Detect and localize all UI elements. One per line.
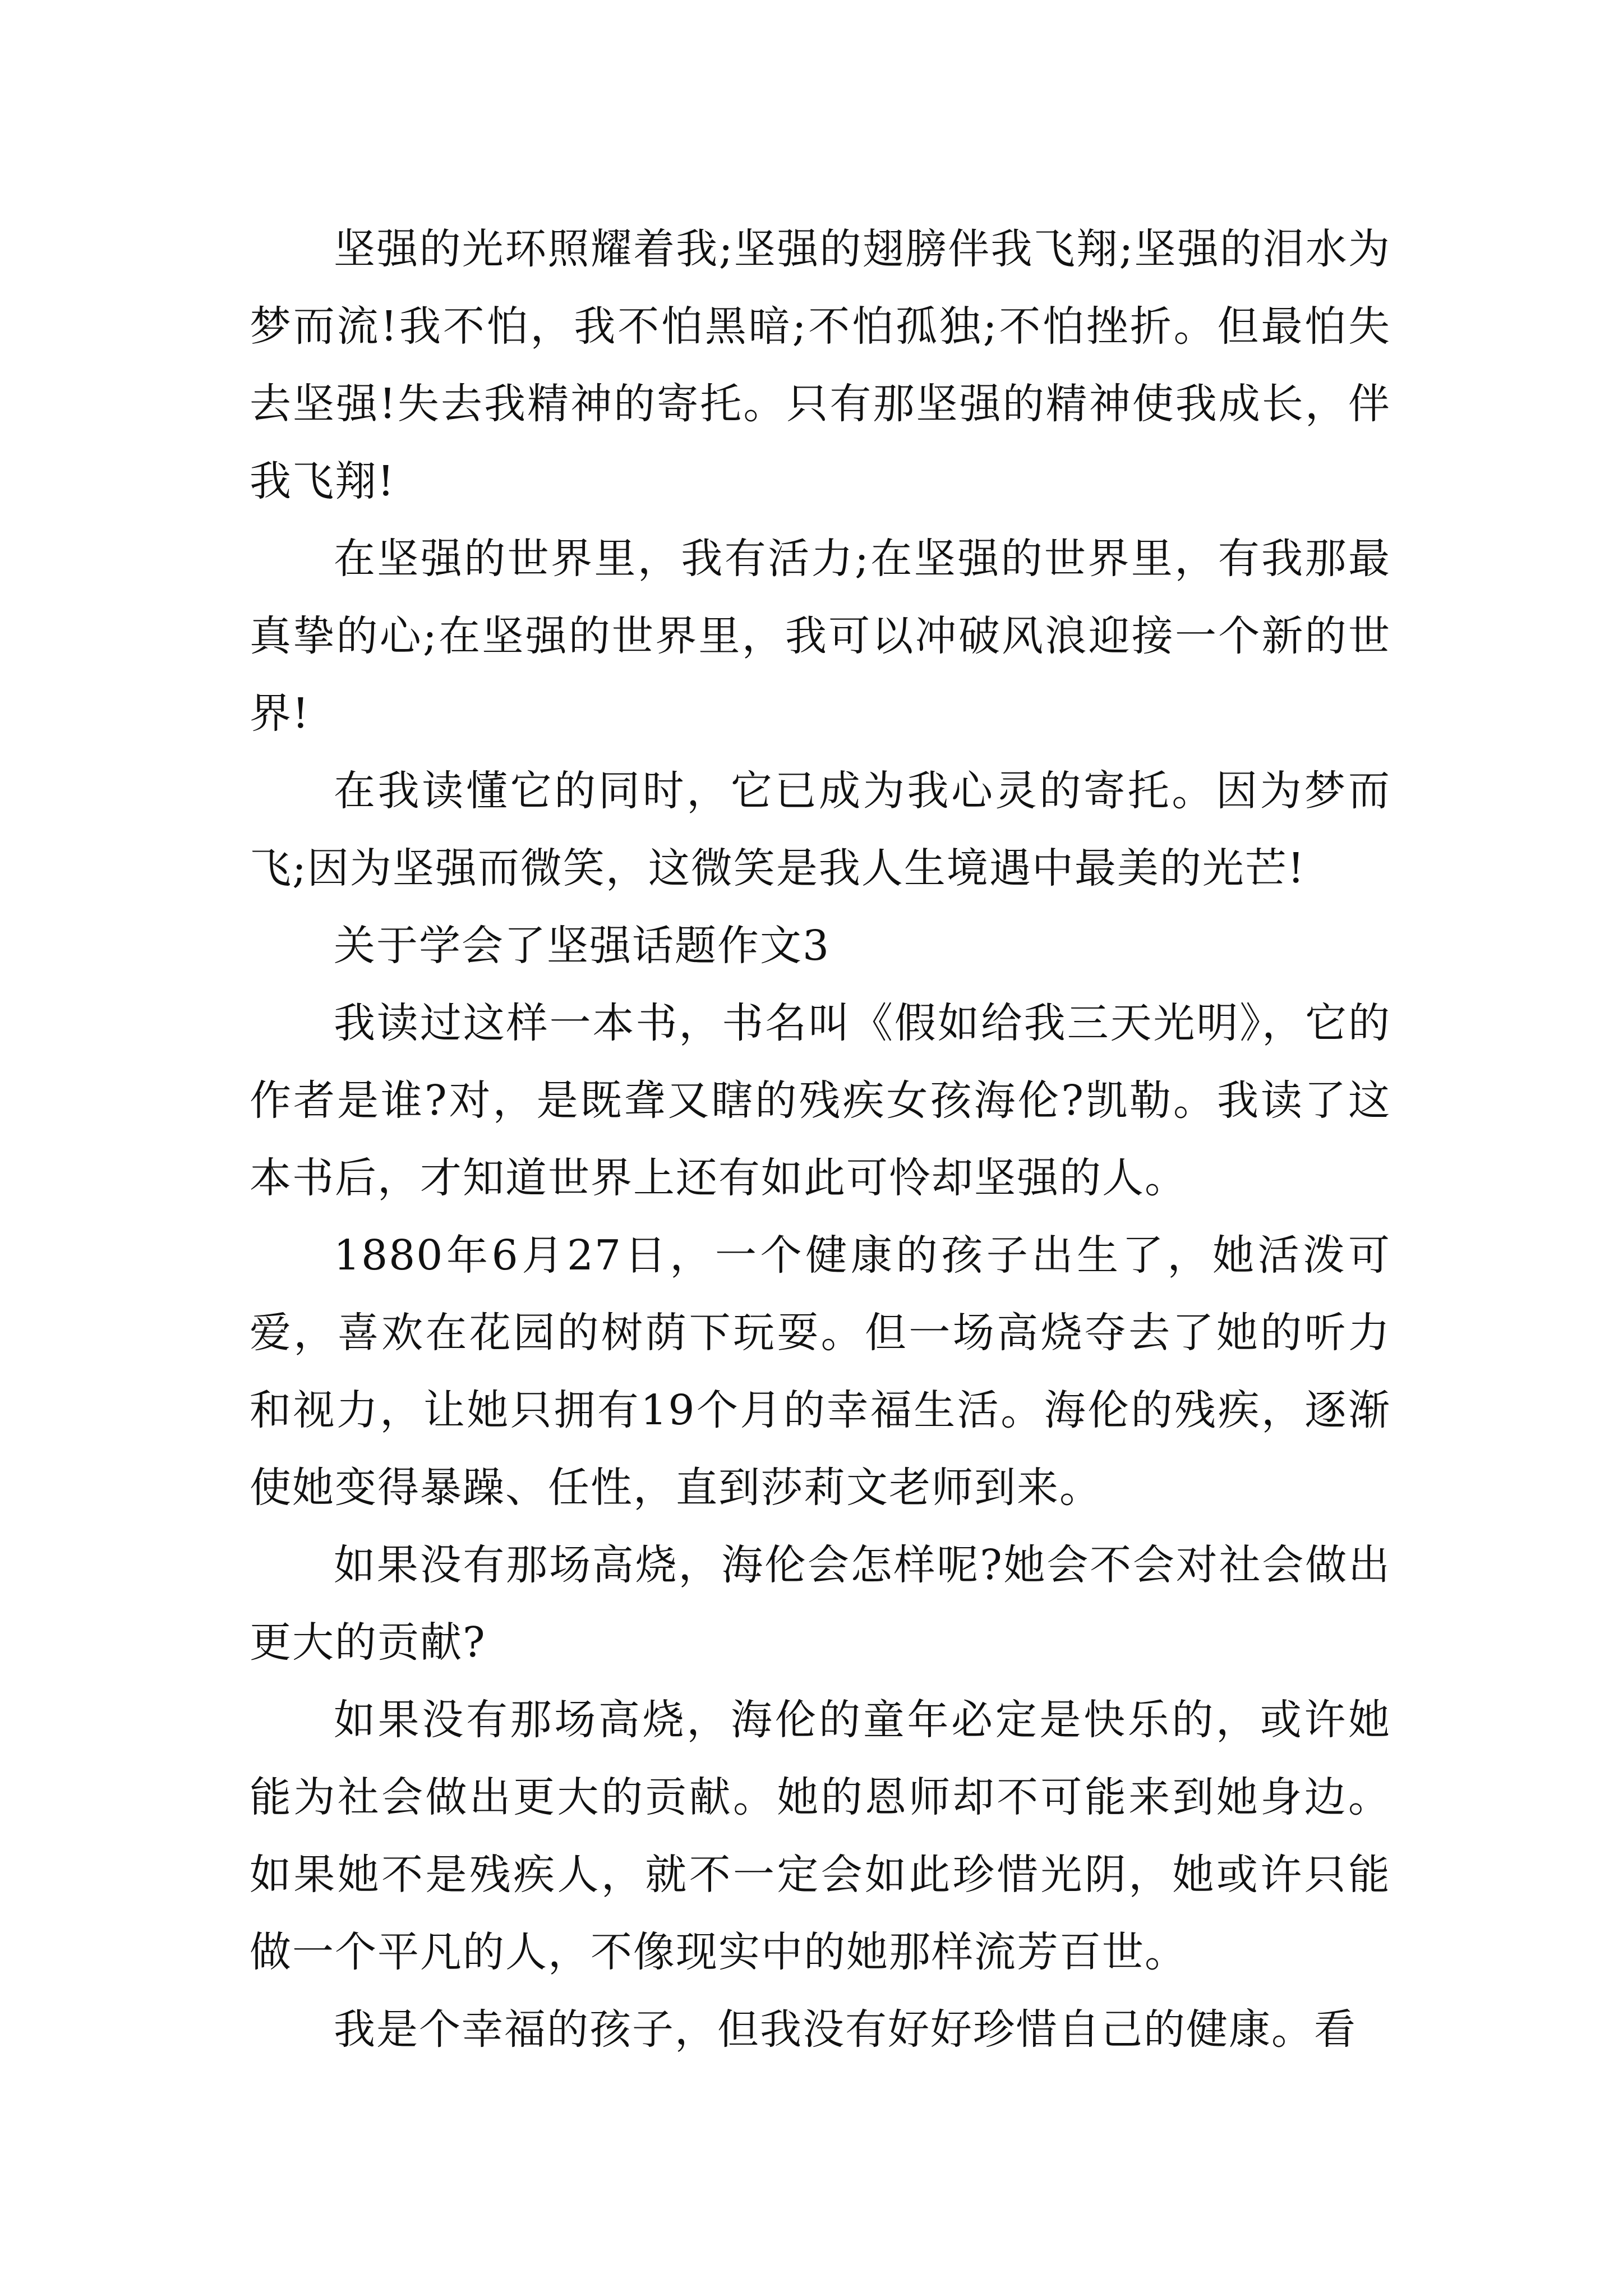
- paragraph-6: 如果没有那场高烧，海伦会怎样呢?她会不会对社会做出更大的贡献?: [250, 1541, 1391, 1667]
- paragraph-8: 我是个幸福的孩子，但我没有好好珍惜自己的健康。看: [334, 2005, 1357, 2054]
- section-heading: 关于学会了坚强话题作文3: [334, 922, 831, 970]
- paragraph-3: 在我读懂它的同时，它已成为我心灵的寄托。因为梦而飞;因为坚强而微笑，这微笑是我人生境遇中最美的光芒!: [250, 767, 1391, 892]
- paragraph-1: 坚强的光环照耀着我;坚强的翅膀伴我飞翔;坚强的泪水为梦而流!我不怕，我不怕黑暗;不怕孤独;不怕挫折。但最怕失去坚强!失去我精神的寄托。只有那坚强的精神使我成长，伴我飞翔!: [250, 225, 1391, 505]
- paragraph-5: 1880年6月27日，一个健康的孩子出生了，她活泼可爱，喜欢在花园的树荫下玩耍。但一场高烧夺去了她的听力和视力，让她只拥有19个月的幸福生活。海伦的残疾，逐渐使她变得暴躁、任性，直到莎莉文老师到来。: [250, 1231, 1391, 1512]
- paragraph-2: 在坚强的世界里，我有活力;在坚强的世界里，有我那最真挚的心;在坚强的世界里，我可以冲破风浪迎接一个新的世界!: [250, 535, 1391, 738]
- paragraph-4: 我读过这样一本书，书名叫《假如给我三天光明》，它的作者是谁?对，是既聋又瞎的残疾女孩海伦?凯勒。我读了这本书后，才知道世界上还有如此可怜却坚强的人。: [250, 999, 1391, 1202]
- essay-text: [250, 210, 1391, 2068]
- paragraph-7: 如果没有那场高烧，海伦的童年必定是快乐的，或许她能为社会做出更大的贡献。她的恩师却不可能来到她身边。如果她不是残疾人，就不一定会如此珍惜光阴，她或许只能做一个平凡的人，不像现实中的她那样流芳百世。: [250, 1696, 1391, 1976]
